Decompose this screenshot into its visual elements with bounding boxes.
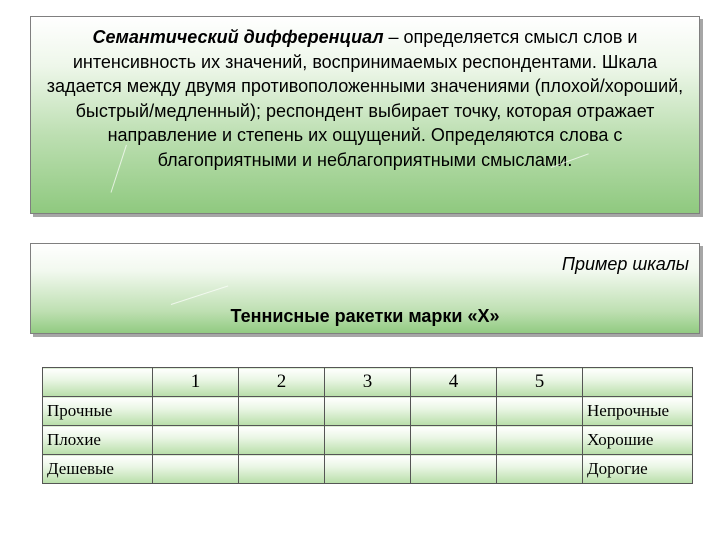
example-panel (30, 243, 700, 334)
scale-corner-cell (43, 368, 153, 397)
definition-panel (30, 16, 700, 214)
scale-corner-cell-right (583, 368, 693, 397)
table-row (43, 455, 693, 484)
scale-cell[interactable] (325, 397, 411, 426)
example-label: Пример шкалы (561, 254, 689, 274)
scale-row-left-label: Прочные (43, 397, 153, 426)
scale-point-2: 2 (239, 368, 325, 397)
scale-header-row (43, 368, 693, 397)
scale-point-5: 5 (497, 368, 583, 397)
scale-row-left-label: Дешевые (43, 455, 153, 484)
scale-cell[interactable] (497, 426, 583, 455)
scale-cell[interactable] (153, 426, 239, 455)
table-row (43, 426, 693, 455)
table-row (43, 397, 693, 426)
scale-title: Теннисные ракетки марки «Х» (230, 306, 500, 326)
scale-cell[interactable] (497, 455, 583, 484)
scale-cell[interactable] (239, 426, 325, 455)
definition-body: – определяется смысл слов и интенсивность их значений, воспринимаемых респондентами. Шкала задается между двумя противоположенными значениями (плохой/хороший, быстрый/медленный); респондент выбирает точку, которая отражает направление и степень их ощущений. Определяются слова с благоприятными и неблагоприятными смыслами. (46, 27, 684, 170)
scale-point-4: 4 (411, 368, 497, 397)
scale-row-right-label: Непрочные (583, 397, 693, 426)
scale-cell[interactable] (325, 426, 411, 455)
scale-row-left-label: Плохие (43, 426, 153, 455)
scale-cell[interactable] (325, 455, 411, 484)
scale-cell[interactable] (239, 455, 325, 484)
semantic-scale-table (42, 367, 693, 484)
scale-point-1: 1 (153, 368, 239, 397)
scale-row-right-label: Дорогие (583, 455, 693, 484)
definition-text (37, 25, 693, 172)
definition-term: Семантический дифференциал (92, 27, 384, 47)
scale-row-right-label: Хорошие (583, 426, 693, 455)
scale-point-3: 3 (325, 368, 411, 397)
scale-cell[interactable] (411, 426, 497, 455)
scale-cell[interactable] (411, 397, 497, 426)
scale-cell[interactable] (239, 397, 325, 426)
scale-cell[interactable] (497, 397, 583, 426)
scale-cell[interactable] (153, 397, 239, 426)
scale-cell[interactable] (411, 455, 497, 484)
scale-cell[interactable] (153, 455, 239, 484)
